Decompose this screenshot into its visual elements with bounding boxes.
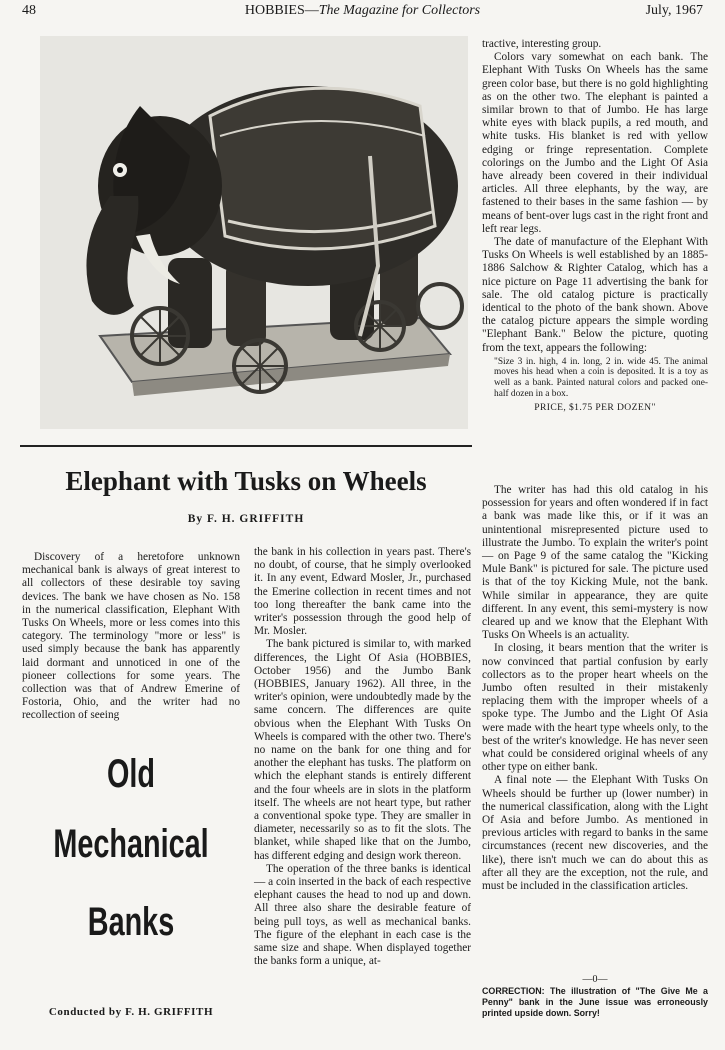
title-divider [20,445,472,447]
column-title-line-3: Banks [87,900,175,944]
column-conducted-by: Conducted by F. H. GRIFFITH [48,1006,214,1018]
page-header [22,3,703,23]
paragraph: The date of manufacture of the Elephant With Tusks On Wheels is well established by an 1885-1886 Salchow & Righter Catalog, which has a nice picture on Page 11 advertising the bank for sale. The old catalog picture is practically identical to the photo of the bank shown. Above the catalog picture appears the simple wording "Elephant Bank." Below the picture, quoting from the text, appears the following: [482,236,708,354]
page-number: 48 [22,3,36,18]
paragraph: tractive, interesting group. [482,38,602,50]
paragraph: The writer has had this old catalog in his possession for years and often wondered if in fact a bank was made like this, or if it was an unintentional misrepresented picture used to illustrate the Jumbo. To explain the writer's point — on Page 9 of the same catalog the "Kicking Mule Bank" is pictured for sale. The picture used is that of the toy Kicking Mule, not the bank. While similar in appearance, they are quite different. In any event, this semi-mystery is now cleared up and we know that the Elephant With Tusks On Wheels is an actuality. [482,484,708,642]
article-column-2 [254,546,471,969]
paragraph: The bank pictured is similar to, with marked differences, the Light Of Asia (HOBBIES, October 1956) and the Jumbo Bank (HOBBIES, January 1962). All three, in the writer's opinion, were undoubtedly made by the same concern. The differences are quite obvious when the Elephant With Tusks On Wheels is compared with the other two. There's no name on the bank for one thing and for another the elephant has tusks. The platform on which the elephant stands is entirely different and the four wheels are in slots in the platform itself. The wheels are not heart type, but rather a conventional spoke type. They are smaller in diameter, necessarily so as to fit the slots. The blanket, while shaped like that on the Jumbo, has different edging and design work thereon. [254,638,471,862]
column-title-line-1: Old [106,752,155,796]
catalog-price: PRICE, $1.75 PER DOZEN" [534,402,656,414]
article-column-1 [22,551,240,723]
magazine-tagline: The Magazine for Collectors [318,3,481,18]
paragraph: Discovery of a heretofore unknown mechanical bank is always of great interest to all collectors of these desirable toy saving devices. The bank we have chosen as No. 158 in the numerical classification, Elephant With Tusks On Wheels, more or less comes into this category. The terminology "more or less" is used simply because the bank has apparently laid dormant and unnoticed in one of the pioneer collections for some years. The collection was that of Andrew Emerine of Fostoria, Ohio, and the writer had no recollection of seeing [22,551,240,722]
paragraph: The operation of the three banks is identical — a coin inserted in the back of each respective elephant causes the head to nod up and down. All three also share the desirable feature of being pull toys, as well as mechanical banks. The figure of the elephant in each case is the same size and shape. When displayed together the banks form a unique, at- [254,862,471,968]
article-title: Elephant with Tusks on Wheels [65,466,427,496]
section-divider: —0— [582,974,608,985]
column-title-line-2: Mechanical [53,822,209,866]
article-column-3-bottom [482,484,708,893]
paragraph: A final note — the Elephant With Tusks On Wheels should be further up (lower number) in the numerical classification, along with the Light Of Asia and before Jumbo. As mentioned in previous articles with regard to banks in the same circumstances (recent new discoveries, and the like), there isn't much we can do about this as after all they are the exception, not the rule, and must be included in the classification articles. [482,774,708,893]
article-byline: By F. H. GRIFFITH [187,513,305,525]
paragraph: the bank in his collection in years past. There's no doubt, of course, that he simply overlooked it. In any event, Edward Mosler, Jr., purchased the Emerine collection in recent times and not too long thereafter the bank came into the writer's possession through the good help of Mr. Mosler. [254,546,471,638]
catalog-quote: "Size 3 in. high, 4 in. long, 2 in. wide 45. The animal moves his head when a coin is deposited. It is a toy as well as a bank. Painted natural colors and packed one-half dozen in a box. [494,356,708,399]
article-column-3-top [482,38,708,414]
correction-note: CORRECTION: The illustration of "The Give Me a Penny" bank in the June issue was erroneously printed upside down. Sorry! [482,986,708,1018]
elephant-illustration [40,36,468,429]
issue-date: July, 1967 [645,3,703,18]
magazine-title [22,3,703,19]
elephant-bank-photo [40,36,468,429]
paragraph: In closing, it bears mention that the writer is now convinced that partial confusion by early collectors as to the proper heart wheels on the Jumbo often resulted in their mistakenly replacing them with the improper wheels of a spoke type. The Jumbo and the Light Of Asia were made with the heart type wheels only, to the best of the writer's knowledge. He has never seen what could be considered original wheels of any other type on either bank. [482,642,708,774]
magazine-name: HOBBIES— [244,3,319,18]
paragraph: Colors vary somewhat on each bank. The Elephant With Tusks On Wheels has the same green color base, but there is no gold highlighting as on the other two. The elephant is painted a similar brown to that of Jumbo. He has large white eyes with black pupils, a red mouth, and white tusks. His blanket is red with yellow edging or fringe representation. Complete colorings on the Jumbo and the Light Of Asia have already been covered in their individual articles. All three elephants, by the way, are fastened to their bases in the same fashion — by means of bent-over lugs cast in the right front and left rear legs. [482,51,708,235]
